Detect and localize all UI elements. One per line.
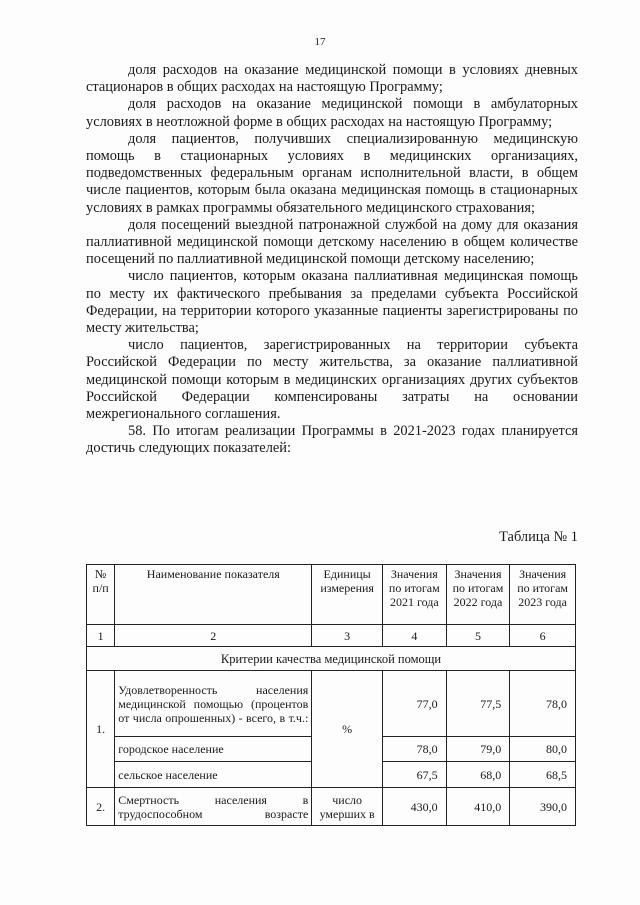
header-unit: Единицы измерения [312, 565, 383, 625]
header-num: № п/п [87, 565, 115, 625]
header-2022: Значения по итогам 2022 года [446, 565, 510, 625]
paragraph: доля расходов на оказание медицинской помощи в условиях дневных стационаров в общих расходах на настоящую Программу; [86, 62, 578, 96]
body-text [86, 62, 578, 458]
column-numbers-row [87, 625, 576, 647]
indicator-name: сельское население [115, 762, 312, 788]
indicator-name: Удовлетворенность населения медицинской помощью (процентов от числа опрошенных) - всего, в т.ч.: [115, 671, 312, 737]
paragraph: число пациентов, зарегистрированных на территории субъекта Российской Федерации по месту жительства, за оказание паллиативной медицинской помощи которым в медицинских организациях других субъектов Российской Федерации компенсированы затраты на основании межрегионального соглашения. [86, 337, 578, 423]
indicators-table [86, 564, 576, 826]
paragraph: доля пациентов, получивших специализированную медицинскую помощь в стационарных условиях в медицинских организациях, подведомственных федеральным органам исполнительной власти, в общем числе пациентов, которым была оказана медицинская помощь в стационарных условиях в рамках программы обязательного медицинского страхования; [86, 130, 578, 216]
value-2021: 77,0 [383, 671, 447, 737]
row-number: 2. [87, 788, 115, 826]
col-number: 2 [115, 625, 312, 647]
row-number: 1. [87, 671, 115, 788]
value-2022: 410,0 [446, 788, 510, 826]
header-2023: Значения по итогам 2023 года [510, 565, 576, 625]
indicator-unit: % [312, 671, 383, 788]
value-2021: 78,0 [383, 737, 447, 762]
indicator-unit: число умерших в [312, 788, 383, 826]
paragraph: доля расходов на оказание медицинской помощи в амбулаторных условиях в неотложной форме в общих расходах на настоящую Программу; [86, 96, 578, 130]
value-2022: 77,5 [446, 671, 510, 737]
value-2023: 80,0 [510, 737, 576, 762]
indicator-name: Смертность населения в трудоспособном возрасте [115, 788, 312, 826]
value-2021: 67,5 [383, 762, 447, 788]
value-2021: 430,0 [383, 788, 447, 826]
section-row [87, 647, 576, 671]
table-row [87, 671, 576, 737]
value-2023: 68,5 [510, 762, 576, 788]
table-row [87, 788, 576, 826]
value-2023: 78,0 [510, 671, 576, 737]
paragraph: 58. По итогам реализации Программы в 2021-2023 годах планируется достичь следующих показателей: [86, 423, 578, 457]
header-2021: Значения по итогам 2021 года [383, 565, 447, 625]
value-2022: 79,0 [446, 737, 510, 762]
table-header-row [87, 565, 576, 625]
paragraph: доля посещений выездной патронажной службой на дому для оказания паллиативной медицинской помощи детскому населению в общем количестве посещений по паллиативной медицинской помощи детскому населению; [86, 216, 578, 268]
value-2023: 390,0 [510, 788, 576, 826]
indicator-name: городское население [115, 737, 312, 762]
col-number: 5 [446, 625, 510, 647]
value-2022: 68,0 [446, 762, 510, 788]
paragraph: число пациентов, которым оказана паллиативная медицинская помощь по месту их фактического пребывания за пределами субъекта Российской Федерации, на территории которого указанные пациенты зарегистрированы по месту жительства; [86, 268, 578, 337]
col-number: 1 [87, 625, 115, 647]
col-number: 3 [312, 625, 383, 647]
table-caption: Таблица № 1 [499, 529, 578, 545]
page-number: 17 [314, 36, 326, 48]
section-title: Критерии качества медицинской помощи [87, 647, 576, 671]
header-name: Наименование показателя [115, 565, 312, 625]
col-number: 4 [383, 625, 447, 647]
col-number: 6 [510, 625, 576, 647]
